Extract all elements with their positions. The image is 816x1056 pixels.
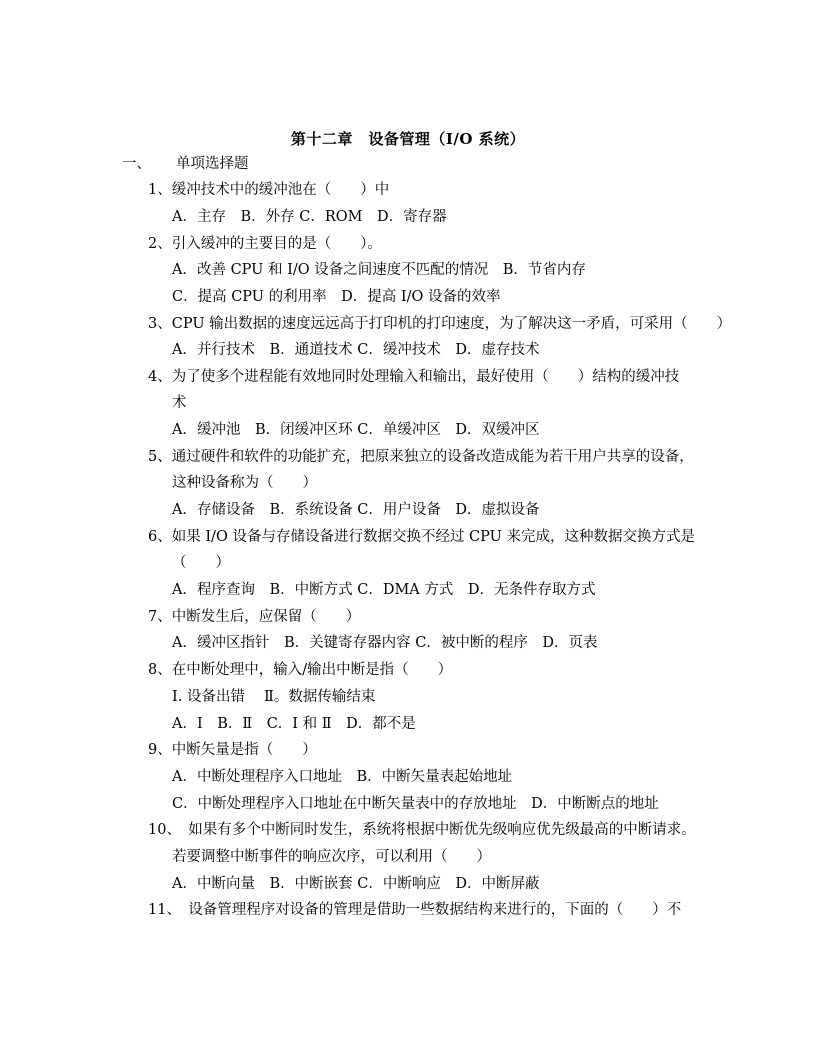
question-options: A．并行技术 B．通道技术 C．缓冲技术 D．虚存技术 (172, 342, 540, 358)
question-continuation: 若要调整中断事件的响应次序，可以利用（ ） (172, 849, 491, 865)
question-stem: 4、为了使多个进程能有效地同时处理输入和输出，最好使用（ ）结构的缓冲技 (148, 369, 680, 385)
question-options: A．改善 CPU 和 I/O 设备之间速度不匹配的情况 B．节省内存 (172, 262, 586, 278)
question-options: C．提高 CPU 的利用率 D．提高 I/O 设备的效率 (172, 289, 501, 305)
question-options: A．缓冲区指针 B．关键寄存器内容 C．被中断的程序 D．页表 (172, 635, 598, 651)
question-stem: 10、 如果有多个中断同时发生，系统将根据中断优先级响应优先级最高的中断请求。 (148, 822, 696, 838)
question-options: A．中断处理程序入口地址 B．中断矢量表起始地址 (172, 769, 513, 785)
question-options: A．程序查询 B．中断方式 C．DMA 方式 D．无条件存取方式 (172, 582, 596, 598)
chapter-title: 第十二章 设备管理（I/O 系统） (290, 130, 526, 148)
question-continuation: （ ） (172, 555, 230, 571)
question-options: C．中断处理程序入口地址在中断矢量表中的存放地址 D．中断断点的地址 (172, 796, 659, 812)
question-stem: 2、引入缓冲的主要目的是（ ）。 (148, 236, 382, 252)
question-stem: 1、缓冲技术中的缓冲池在（ ）中 (148, 182, 390, 198)
question-continuation: 这种设备称为（ ） (172, 475, 317, 491)
question-options: A．主存 B．外存 C．ROM D．寄存器 (172, 209, 447, 225)
question-continuation: 术 (172, 395, 187, 411)
question-options: A．存储设备 B．系统设备 C．用户设备 D．虚拟设备 (172, 502, 540, 518)
question-stem: 11、 设备管理程序对设备的管理是借助一些数据结构来进行的，下面的（ ）不 (148, 902, 682, 918)
question-stem: 7、中断发生后，应保留（ ） (148, 609, 361, 625)
section-heading (122, 154, 249, 174)
question-stem: 5、通过硬件和软件的功能扩充，把原来独立的设备改造成能为若干用户共享的设备， (148, 449, 694, 465)
question-stem: 3、CPU 输出数据的速度远远高于打印机的打印速度，为了解决这一矛盾，可采用（ ） (148, 316, 732, 332)
question-stem: 8、在中断处理中，输入/输出中断是指（ ） (148, 662, 453, 678)
section-label: 单项选择题 (176, 156, 249, 172)
question-options: A．I B．Ⅱ C．I 和 Ⅱ D．都不是 (172, 716, 416, 732)
question-options: A．中断向量 B．中断嵌套 C．中断响应 D．中断屏蔽 (172, 876, 540, 892)
question-options: I. 设备出错 Ⅱ。数据传输结束 (172, 689, 376, 705)
section-number: 一、 (122, 156, 151, 172)
question-options: A．缓冲池 B．闭缓冲区环 C．单缓冲区 D．双缓冲区 (172, 422, 540, 438)
question-stem: 9、中断矢量是指（ ） (148, 742, 317, 758)
question-stem: 6、如果 I/O 设备与存储设备进行数据交换不经过 CPU 来完成，这种数据交换方式是 (148, 529, 695, 545)
